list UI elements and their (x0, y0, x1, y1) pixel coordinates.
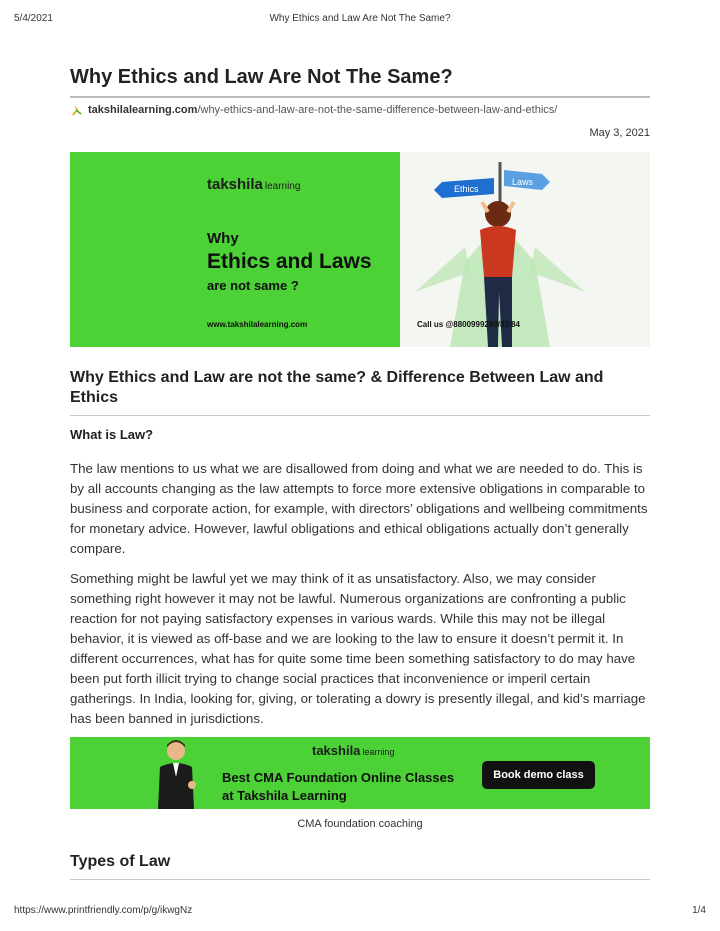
paragraph-1: The law mentions to us what we are disallowed from doing and what we are needed to do. This is by all accounts changing as the law attempts to force more extensive obligations in comparable to business and corporate action, for example, with directors’ obligations and wellbeing commitments for monetary advice. However, lawful obligations and ethical obligations actually don’t generally compare. (70, 461, 648, 556)
print-footer-url: https://www.printfriendly.com/p/g/ikwgNz (14, 905, 193, 916)
promo-caption: CMA foundation coaching (297, 818, 423, 830)
print-date: 5/4/2021 (14, 13, 53, 24)
site-favicon-icon (70, 104, 82, 116)
section-heading: Why Ethics and Law are not the same? & Difference Between Law and Ethics (70, 369, 604, 406)
promo-brand: takshila learning (312, 743, 395, 758)
source-link[interactable] (70, 104, 557, 116)
section2-divider (70, 879, 650, 880)
banner-why: Why (207, 230, 239, 247)
source-path[interactable]: /why-ethics-and-law-are-not-the-same-difference-between-law-and-ethics/ (197, 104, 558, 116)
banner-phone: Call us @8800999280/83/84 (417, 320, 520, 329)
subsection-heading: What is Law? (70, 427, 154, 442)
article-title: Why Ethics and Law Are Not The Same? (70, 66, 453, 88)
banner-brand: takshila learning (207, 176, 301, 193)
title-divider (70, 96, 650, 98)
banner-headline: Ethics and Laws (207, 250, 372, 273)
types-of-law-heading: Types of Law (70, 853, 171, 870)
sign-ethics: Ethics (454, 184, 479, 194)
print-header-title: Why Ethics and Law Are Not The Same? (269, 13, 451, 24)
paragraph-2: Something might be lawful yet we may think of it as unsatisfactory. Also, we may consider something right however it may not be lawful. Numerous organizations are confronting a public reaction for not paying satisfactory expenses in various wards. While this may not be illegal behavior, it is viewed as off-base and we are looking to the law to ensure it doesn’t permit it. In different occurrences, what has for quite some time been something satisfactory to do may have been put forth illicit trying to change social practices that inconvenience or imperil certain gatherings. In India, looking for, giving, or tolerating a dowry is presently illegal, and kid’s marriage has been banned in jurisdictions. (70, 571, 646, 726)
banner-website: www.takshilalearning.com (207, 320, 308, 329)
promo-line-2: at Takshila Learning (222, 788, 347, 803)
print-page-number: 1/4 (692, 905, 706, 916)
promo-banner[interactable] (70, 737, 650, 809)
publish-date: May 3, 2021 (589, 127, 650, 139)
presenter-illustration (148, 737, 208, 809)
section-divider (70, 415, 650, 416)
banner-subline: are not same ? (207, 278, 299, 293)
promo-line-1: Best CMA Foundation Online Classes (222, 770, 455, 785)
source-domain[interactable]: takshilalearning.com (88, 104, 198, 116)
sign-laws: Laws (512, 177, 534, 187)
book-demo-button[interactable]: Book demo class (482, 761, 595, 789)
hero-banner (70, 152, 650, 347)
